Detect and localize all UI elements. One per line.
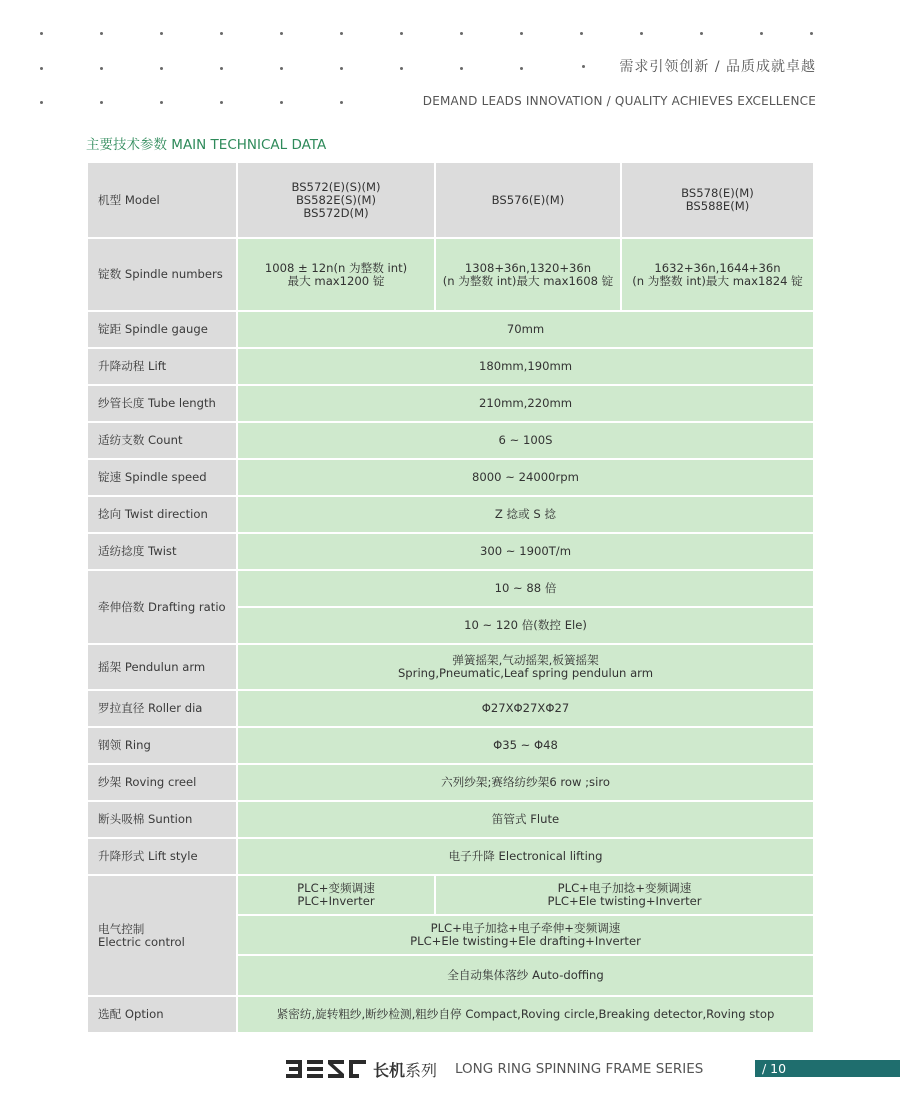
table-row-pendulum-arm	[87, 644, 814, 690]
twist-value: 300 ~ 1900T/m	[237, 533, 814, 570]
pendulum-arm-value: 弹簧摇架,气动摇架,板簧摇架 Spring,Pneumatic,Leaf spring pendulun arm	[237, 644, 814, 690]
row-label: 锭速 Spindle speed	[87, 459, 237, 496]
twist-direction-value: Z 捻或 S 捻	[237, 496, 814, 533]
row-label: 适纺支数 Count	[87, 422, 237, 459]
row-label: 锭距 Spindle gauge	[87, 311, 237, 348]
best-logo-icon	[286, 1059, 366, 1079]
row-label: 电气控制 Electric control	[87, 875, 237, 996]
table-row-tube-length	[87, 385, 814, 422]
table-row-option	[87, 996, 814, 1033]
ring-value: Φ35 ~ Φ48	[237, 727, 814, 764]
spindle-gauge-value: 70mm	[237, 311, 814, 348]
row-label: 纱管长度 Tube length	[87, 385, 237, 422]
technical-data-table	[86, 161, 815, 1034]
table-row-ring	[87, 727, 814, 764]
row-label: 选配 Option	[87, 996, 237, 1033]
page-number: / 10	[762, 1061, 787, 1076]
spindle-numbers-col-2: 1308+36n,1320+36n (n 为整数 int)最大 max1608 锭	[435, 238, 621, 311]
section-title: 主要技术参数 MAIN TECHNICAL DATA	[86, 137, 327, 153]
electric-control-value-3: 全自动集体落纱 Auto-doffing	[237, 955, 814, 996]
count-value: 6 ~ 100S	[237, 422, 814, 459]
tube-length-value: 210mm,220mm	[237, 385, 814, 422]
table-row-roller-dia	[87, 690, 814, 727]
row-label: 升降形式 Lift style	[87, 838, 237, 875]
suction-value: 笛管式 Flute	[237, 801, 814, 838]
table-row-count	[87, 422, 814, 459]
row-label: 纱架 Roving creel	[87, 764, 237, 801]
table-row-roving-creel	[87, 764, 814, 801]
table-row-twist	[87, 533, 814, 570]
lift-style-value: 电子升降 Electronical lifting	[237, 838, 814, 875]
spindle-numbers-col-3: 1632+36n,1644+36n (n 为整数 int)最大 max1824 锭	[621, 238, 814, 311]
table-row-lift	[87, 348, 814, 385]
table-row-drafting-ratio	[87, 570, 814, 607]
row-label: 锭数 Spindle numbers	[87, 238, 237, 311]
row-label: 牵伸倍数 Drafting ratio	[87, 570, 237, 644]
table-row-lift-style	[87, 838, 814, 875]
spindle-numbers-col-1: 1008 ± 12n(n 为整数 int) 最大 max1200 锭	[237, 238, 435, 311]
table-row-model	[87, 162, 814, 238]
spindle-speed-value: 8000 ~ 24000rpm	[237, 459, 814, 496]
row-label: 罗拉直径 Roller dia	[87, 690, 237, 727]
table-row-spindle-gauge	[87, 311, 814, 348]
drafting-ratio-value-1: 10 ~ 88 倍	[237, 570, 814, 607]
series-title-chinese: 长机系列	[373, 1061, 438, 1080]
drafting-ratio-value-2: 10 ~ 120 倍(数控 Ele)	[237, 607, 814, 644]
electric-control-value-2: PLC+电子加捻+电子牵伸+变频调速 PLC+Ele twisting+Ele drafting+Inverter	[237, 915, 814, 955]
row-label: 机型 Model	[87, 162, 237, 238]
series-title-english: LONG RING SPINNING FRAME SERIES	[455, 1061, 704, 1077]
row-label: 适纺捻度 Twist	[87, 533, 237, 570]
model-col-3: BS578(E)(M) BS588E(M)	[621, 162, 814, 238]
row-label: 升降动程 Lift	[87, 348, 237, 385]
row-label: 钢领 Ring	[87, 727, 237, 764]
tagline-chinese: 需求引领创新 / 品质成就卓越	[619, 59, 816, 75]
electric-control-value-1a: PLC+变频调速 PLC+Inverter	[237, 875, 435, 915]
table-row-suction	[87, 801, 814, 838]
table-row-electric-control	[87, 875, 814, 915]
electric-control-value-1b: PLC+电子加捻+变频调速 PLC+Ele twisting+Inverter	[435, 875, 814, 915]
roller-dia-value: Φ27XΦ27XΦ27	[237, 690, 814, 727]
roving-creel-value: 六列纱架;赛络纺纱架6 row ;siro	[237, 764, 814, 801]
row-label: 断头吸棉 Suntion	[87, 801, 237, 838]
row-label: 捻向 Twist direction	[87, 496, 237, 533]
option-value: 紧密纺,旋转粗纱,断纱检测,粗纱自停 Compact,Roving circle,Breaking detector,Roving stop	[237, 996, 814, 1033]
lift-value: 180mm,190mm	[237, 348, 814, 385]
table-row-spindle-speed	[87, 459, 814, 496]
tagline-english: DEMAND LEADS INNOVATION / QUALITY ACHIEVES EXCELLENCE	[422, 94, 816, 108]
row-label: 摇架 Pendulun arm	[87, 644, 237, 690]
table-row-twist-direction	[87, 496, 814, 533]
table-row-spindle-numbers	[87, 238, 814, 311]
model-col-2: BS576(E)(M)	[435, 162, 621, 238]
model-col-1: BS572(E)(S)(M) BS582E(S)(M) BS572D(M)	[237, 162, 435, 238]
